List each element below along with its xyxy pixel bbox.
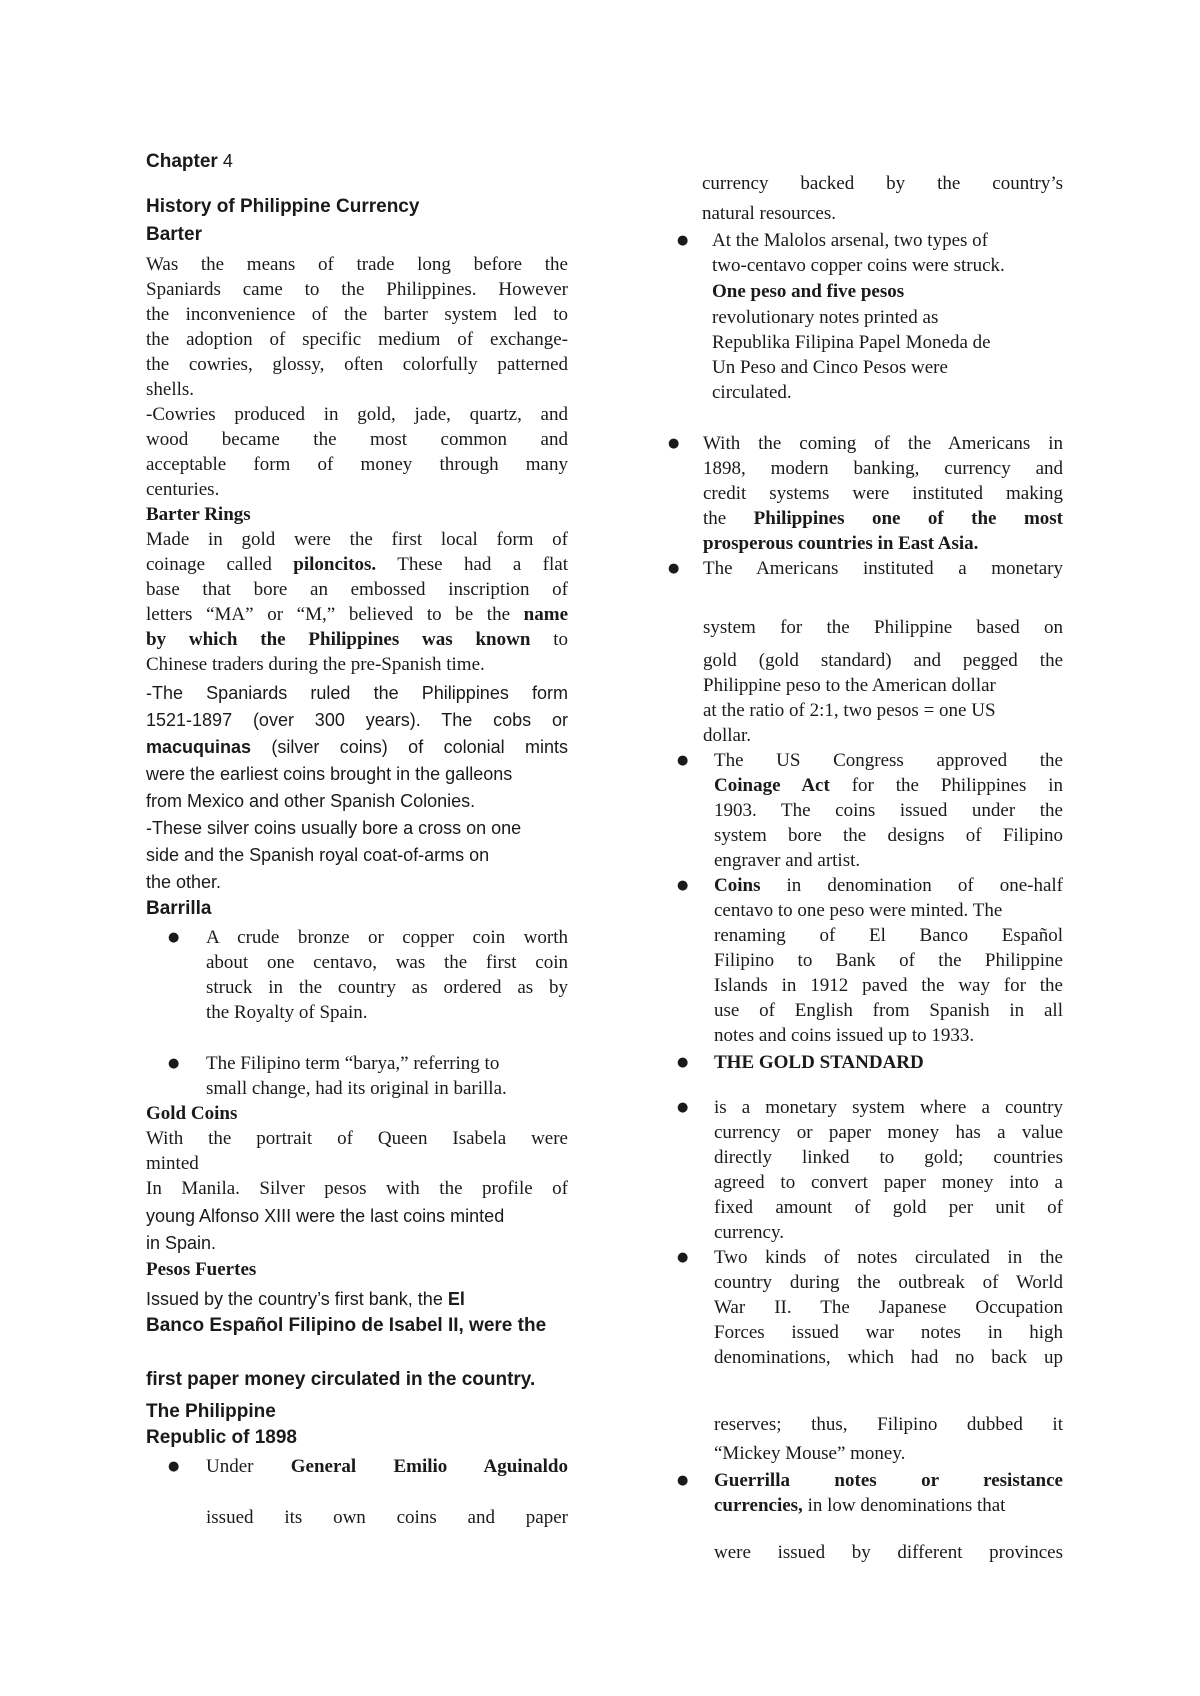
barrilla-heading: Barrilla: [146, 898, 212, 919]
pesos-fuertes-line: Issued by the country’s first bank, the El: [146, 1289, 465, 1309]
bullet-icon: ●: [677, 1055, 689, 1070]
monetary-line: dollar.: [703, 725, 752, 746]
americans-line: the Philippines one of the most: [703, 508, 1063, 529]
barter-rings-line: base that bore an embossed inscription of: [146, 579, 568, 600]
one-peso-line: revolutionary notes printed as: [712, 307, 939, 328]
one-peso-line: circulated.: [712, 382, 792, 403]
gold-standard-line: is a monetary system where a country: [714, 1097, 1063, 1118]
republic-line: currency backed by the country’s: [702, 173, 1063, 194]
guerrilla-line: currencies, in low denominations that: [714, 1495, 1006, 1516]
coins-line: Filipino to Bank of the Philippine: [714, 950, 1063, 971]
americans-line: credit systems were instituted making: [703, 483, 1063, 504]
gold-coins-line: With the portrait of Queen Isabela were: [146, 1128, 568, 1149]
barrilla-line: the Royalty of Spain.: [206, 1002, 368, 1023]
bullet-icon: ●: [677, 1473, 689, 1488]
one-peso-line: Un Peso and Cinco Pesos were: [712, 357, 948, 378]
barter-rings-line: 1521-1897 (over 300 years). The cobs or: [146, 710, 568, 730]
monetary-line: gold (gold standard) and pegged the: [703, 650, 1063, 671]
republic-line: Under General Emilio Aguinaldo: [206, 1456, 568, 1477]
gold-standard-line: directly linked to gold; countries: [714, 1147, 1063, 1168]
bullet-icon: ●: [168, 1056, 180, 1071]
barrilla-line: The Filipino term “barya,” referring to: [206, 1053, 500, 1074]
congress-line: 1903. The coins issued under the: [714, 800, 1063, 821]
congress-line: system bore the designs of Filipino: [714, 825, 1063, 846]
barter-rings-line: Chinese traders during the pre-Spanish time.: [146, 654, 485, 675]
monetary-line: at the ratio of 2:1, two pesos = one US: [703, 700, 996, 721]
monetary-line: system for the Philippine based on: [703, 617, 1063, 638]
barrilla-line: struck in the country as ordered as by: [206, 977, 568, 998]
two-kinds-line: Forces issued war notes in high: [714, 1322, 1063, 1343]
document-title: History of Philippine Currency: [146, 196, 420, 217]
one-peso-heading: One peso and five pesos: [712, 281, 905, 302]
barter-line: -Cowries produced in gold, jade, quartz, and: [146, 404, 568, 425]
congress-line: The US Congress approved the: [714, 750, 1063, 771]
americans-line: 1898, modern banking, currency and: [703, 458, 1063, 479]
americans-line: With the coming of the Americans in: [703, 433, 1063, 454]
bullet-icon: ●: [677, 753, 689, 768]
barter-rings-line: coinage called piloncitos. These had a flat: [146, 554, 568, 575]
barter-rings-line: by which the Philippines was known to: [146, 629, 568, 650]
gold-standard-line: agreed to convert paper money into a: [714, 1172, 1063, 1193]
gold-coins-line: young Alfonso XIII were the last coins minted: [146, 1206, 505, 1226]
pesos-fuertes-heading: Pesos Fuertes: [146, 1259, 257, 1280]
gold-standard-line: currency or paper money has a value: [714, 1122, 1063, 1143]
barter-rings-line: were the earliest coins brought in the galleons: [146, 764, 513, 784]
barrilla-line: A crude bronze or copper coin worth: [206, 927, 568, 948]
chapter-number: 4: [222, 151, 233, 171]
barter-rings-line: macuquinas (silver coins) of colonial mints: [146, 737, 568, 757]
republic-heading: Republic of 1898: [146, 1427, 297, 1448]
coins-line: centavo to one peso were minted. The: [714, 900, 1003, 921]
barter-rings-line: -The Spaniards ruled the Philippines form: [146, 683, 568, 703]
republic-line: issued its own coins and paper: [206, 1507, 568, 1528]
gold-coins-line: In Manila. Silver pesos with the profile of: [146, 1178, 568, 1199]
barter-rings-line: from Mexico and other Spanish Colonies.: [146, 791, 476, 811]
congress-line: Coinage Act for the Philippines in: [714, 775, 1064, 796]
barrilla-line: small change, had its original in barilla.: [206, 1078, 507, 1099]
gold-standard-line: currency.: [714, 1222, 784, 1243]
barter-rings-line: letters “MA” or “M,” believed to be the name: [146, 604, 568, 625]
gold-coins-line: in Spain.: [146, 1233, 217, 1253]
two-kinds-line: country during the outbreak of World: [714, 1272, 1063, 1293]
bullet-icon: ●: [677, 233, 689, 248]
two-kinds-line: “Mickey Mouse” money.: [714, 1443, 906, 1464]
barter-line: shells.: [146, 379, 195, 400]
barter-line: centuries.: [146, 479, 220, 500]
bullet-icon: ●: [668, 436, 680, 451]
gold-standard-line: fixed amount of gold per unit of: [714, 1197, 1063, 1218]
monetary-line: The Americans instituted a monetary: [703, 558, 1063, 579]
two-kinds-line: denominations, which had no back up: [714, 1347, 1063, 1368]
bullet-icon: ●: [668, 561, 680, 576]
barter-rings-line: the other.: [146, 872, 222, 892]
congress-line: engraver and artist.: [714, 850, 861, 871]
chapter-word: Chapter: [146, 151, 218, 172]
barter-line: acceptable form of money through many: [146, 454, 568, 475]
bullet-icon: ●: [677, 1250, 689, 1265]
barter-rings-line: -These silver coins usually bore a cross on one: [146, 818, 522, 838]
barter-rings-line: Made in gold were the first local form of: [146, 529, 568, 550]
barter-heading: Barter: [146, 224, 202, 245]
two-kinds-line: War II. The Japanese Occupation: [714, 1297, 1063, 1318]
pesos-fuertes-line: Banco Español Filipino de Isabel II, were the: [146, 1315, 547, 1336]
malolos-line: At the Malolos arsenal, two types of: [712, 230, 988, 251]
americans-line: prosperous countries in East Asia.: [703, 533, 979, 554]
republic-line: natural resources.: [702, 203, 836, 224]
barter-line: the inconvenience of the barter system led to: [146, 304, 568, 325]
bullet-icon: ●: [168, 930, 180, 945]
monetary-line: Philippine peso to the American dollar: [703, 675, 996, 696]
barter-line: Was the means of trade long before the: [146, 254, 568, 275]
barter-line: wood became the most common and: [146, 429, 568, 450]
bullet-icon: ●: [677, 1100, 689, 1115]
coins-line: Coins in denomination of one-half: [714, 875, 1063, 896]
barrilla-line: about one centavo, was the first coin: [206, 952, 568, 973]
pesos-fuertes-line: first paper money circulated in the country.: [146, 1369, 536, 1390]
coins-line: renaming of El Banco Español: [714, 925, 1063, 946]
two-kinds-line: Two kinds of notes circulated in the: [714, 1247, 1063, 1268]
bullet-icon: ●: [677, 878, 689, 893]
barter-line: Spaniards came to the Philippines. However: [146, 279, 568, 300]
barter-line: the cowries, glossy, often colorfully patterned: [146, 354, 568, 375]
coins-line: Islands in 1912 paved the way for the: [714, 975, 1063, 996]
gold-coins-line: minted: [146, 1153, 199, 1174]
guerrilla-line: were issued by different provinces: [714, 1542, 1063, 1563]
republic-heading: The Philippine: [146, 1401, 276, 1422]
one-peso-line: Republika Filipina Papel Moneda de: [712, 332, 991, 353]
barter-rings-line: side and the Spanish royal coat-of-arms on: [146, 845, 490, 865]
bullet-icon: ●: [168, 1459, 180, 1474]
coins-line: notes and coins issued up to 1933.: [714, 1025, 975, 1046]
barter-rings-heading: Barter Rings: [146, 504, 251, 525]
gold-coins-heading: Gold Coins: [146, 1103, 238, 1124]
gold-standard-heading: THE GOLD STANDARD: [714, 1052, 924, 1073]
guerrilla-line: Guerrilla notes or resistance: [714, 1470, 1063, 1491]
barter-line: the adoption of specific medium of exchange-: [146, 329, 568, 350]
malolos-line: two-centavo copper coins were struck.: [712, 255, 1005, 276]
two-kinds-line: reserves; thus, Filipino dubbed it: [714, 1414, 1063, 1435]
coins-line: use of English from Spanish in all: [714, 1000, 1063, 1021]
chapter-heading: [146, 150, 233, 173]
